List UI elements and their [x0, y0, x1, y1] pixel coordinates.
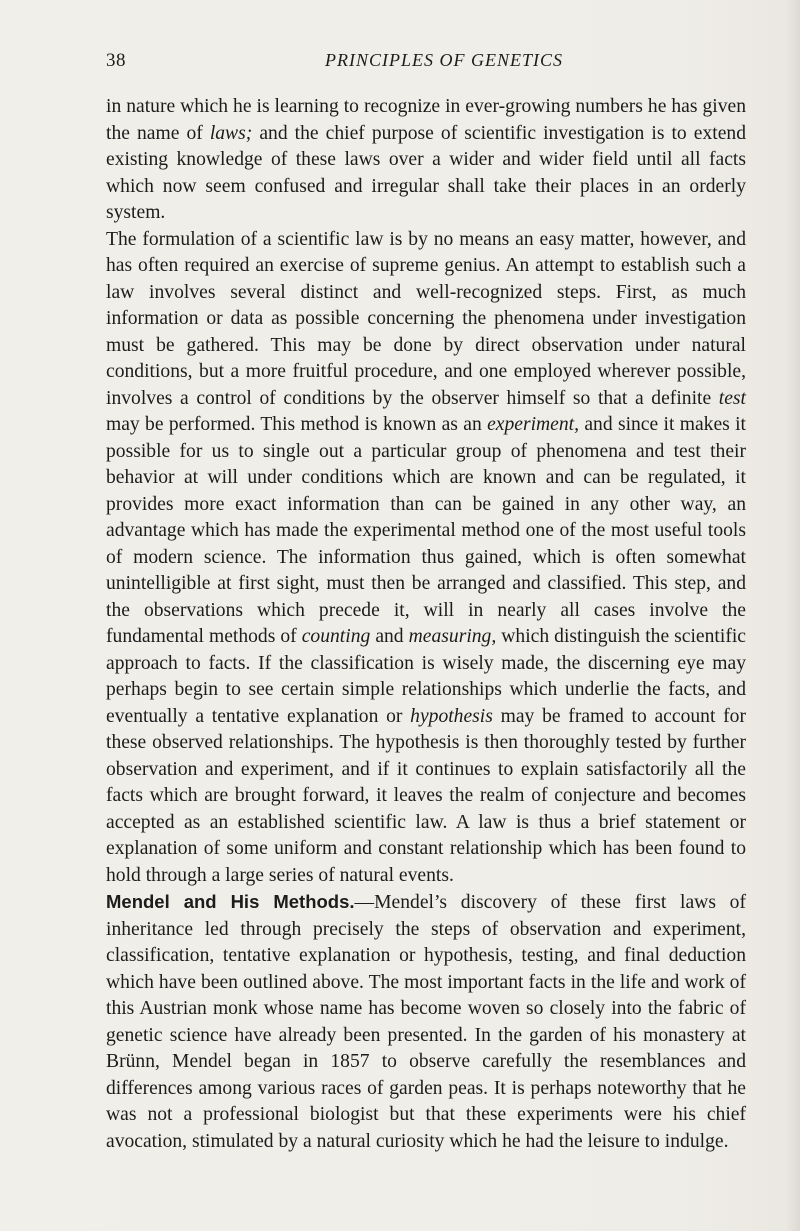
- italic-term-laws: laws;: [209, 122, 253, 144]
- paragraph-2: [106, 227, 746, 890]
- running-title: PRINCIPLES OF GENETICS: [325, 50, 563, 70]
- italic-term-test: test: [718, 387, 746, 409]
- text-segment: and since it makes it possible for us to single out a particular group of phenomena and test their behavior at will under conditions which are known and can be regulated, it provides more exact information than can be gained in any other way, an advantage which has made the experimental method one of the most useful tools of modern science. The information thus gained, which is often somewhat unintelligible at first sight, must then be arranged and classified. This step, and the observations which precede it, will in nearly all cases involve the fundamental methods of: [106, 414, 746, 647]
- text-segment: and: [370, 626, 409, 647]
- page-number: 38: [106, 50, 126, 71]
- section-heading: Mendel and His Methods.: [106, 891, 355, 912]
- text-segment: The formulation of a scientific law is by no means an easy matter, however, and has often required an exercise of supreme genius. An attempt to establish such a law involves several distinct and well-recognized steps. First, as much information or data as possible concerning the phenomena under investigation must be gathered. This may be done by direct observation under natural conditions, but a more fruitful procedure, and one employed wherever possible, involves a control of conditions by the observer himself so that a definite: [106, 228, 746, 409]
- paragraph-1: [106, 94, 746, 227]
- italic-term-counting: counting: [301, 626, 371, 647]
- italic-term-hypothesis: hypothesis: [410, 705, 493, 727]
- text-segment: may be framed to account for these observed relationships. The hypothesis is then thoroughly tested by further observation and experiment, and if it continues to explain satisfactorily all the facts which are brought forward, it leaves the realm of conjecture and becomes accepted as an established scientific law. A law is thus a brief statement or explanation of some uniform and constant relationship which has been found to hold through a large series of natural events.: [106, 705, 746, 886]
- text-segment: may be performed. This method is known as an: [106, 414, 488, 435]
- running-head: [106, 50, 742, 78]
- text-segment: and the chief purpose of scientific investigation is to extend existing knowledge of these laws over a wider and wider field until all facts which now seem confused and irregular shall take their places in an orderly system.: [106, 122, 746, 223]
- text-segment: which distinguish the scientific approach to facts. If the classification is wisely made, the discerning eye may perhaps begin to see certain simple relationships which underlie the facts, and eventually a tentative explanation or: [106, 626, 746, 727]
- italic-term-measuring: measuring,: [408, 626, 497, 647]
- italic-term-experiment: experiment,: [487, 414, 580, 435]
- text-segment: in nature which he is learning to recognize in ever-growing numbers he has given the name of: [106, 96, 746, 144]
- paragraph-3: [106, 889, 746, 1155]
- body-text: [106, 94, 746, 1155]
- page-edge-shadow: [786, 0, 800, 1231]
- text-segment: —Mendel’s discovery of these first laws of inheritance led through precisely the steps of observation and experiment, classification, tentative explanation or hypothesis, testing, and final deduction which have been outlined above. The most important facts in the life and work of this Austrian monk whose name has become woven so closely into the fabric of genetic science have already been presented. In the garden of his monastery at Brünn, Mendel began in 1857 to observe carefully the resemblances and differences among various races of garden peas. It is perhaps noteworthy that he was not a professional biologist but that these experiments were his chief avocation, stimulated by a natural curiosity which he had the leisure to indulge.: [106, 892, 746, 1152]
